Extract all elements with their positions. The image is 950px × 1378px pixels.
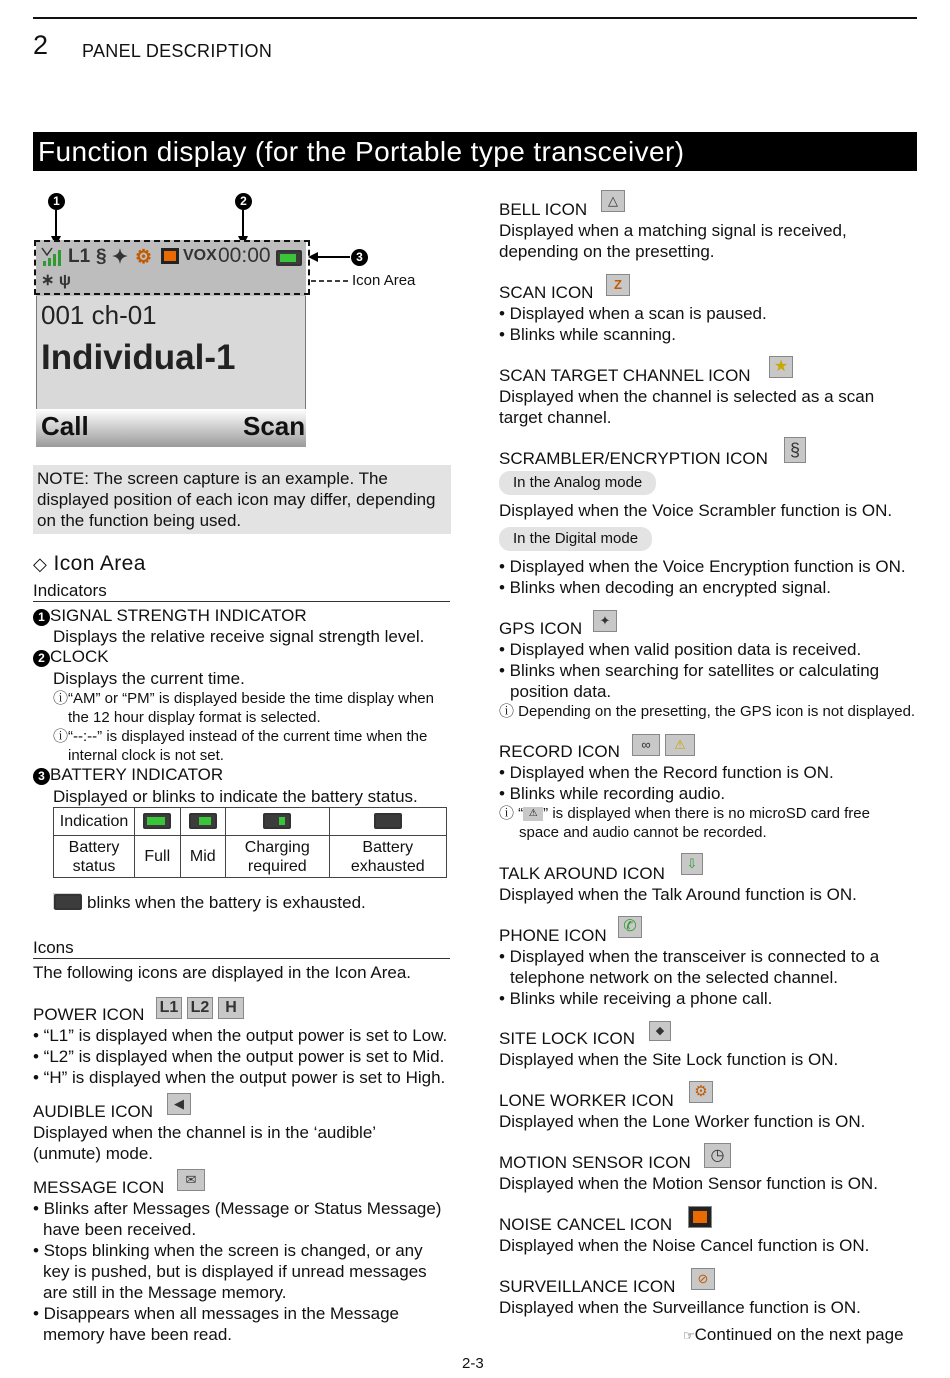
record-line-1: • Displayed when the Record function is ON. (499, 763, 834, 782)
table-row-label-indication: Indication (54, 808, 135, 836)
record-note-2: space and audio cannot be recorded. (519, 824, 767, 841)
site-lock-icon: ◆ (649, 1021, 671, 1041)
callout-3: 3 (351, 248, 368, 266)
table-row-label-status: Battery status (54, 836, 135, 878)
message-line-1: • Blinks after Messages (Message or Status Message) (33, 1199, 442, 1218)
power-bullet-2: • “L2” is displayed when the output power is set to Mid. (33, 1047, 445, 1066)
record-note: ⓘ “ ⚠ ” is displayed when there is no microSD card free (499, 805, 870, 822)
phone-line-1: • Displayed when the transceiver is connected to a (499, 947, 880, 966)
power-bullet-3: • “H” is displayed when the output power is set to High. (33, 1068, 446, 1087)
speaker-icon: ◀ (167, 1093, 191, 1115)
message-line-2: have been received. (43, 1220, 197, 1239)
analog-mode-pill: In the Analog mode (499, 471, 656, 495)
audible-line-2: (unmute) mode. (33, 1144, 153, 1163)
talk-around-icon: ⇩ (681, 853, 703, 875)
record-line-2: • Blinks while recording audio. (499, 784, 726, 803)
icon-area-highlight (34, 240, 310, 295)
gps-note: ⓘ Depending on the presetting, the GPS icon is not displayed. (499, 703, 916, 720)
satellite-icon: ✦ (593, 610, 617, 632)
clock-display: 00:00 (218, 244, 271, 267)
clock-note-2b: internal clock is not set. (68, 747, 224, 764)
message-line-4: key is pushed, but is displayed if unread messages (43, 1262, 427, 1281)
phone-icon: ✆ (618, 916, 642, 938)
callout-2: 2 (235, 192, 252, 210)
star-icon: ★ (769, 356, 793, 378)
icons-heading: Icons (33, 938, 74, 957)
note-box: NOTE: The screen capture is an example. The displayed position of each icon may differ, depending on the function being used. (33, 465, 451, 534)
clock-note-1b: the 12 hour display format is selected. (68, 709, 321, 726)
display-name: Individual-1 (41, 338, 236, 377)
message-line-5: are still in the Message memory. (43, 1283, 287, 1302)
scrambler-analog-text: Displayed when the Voice Scrambler function is ON. (499, 501, 893, 520)
power-indicator: L1 (68, 246, 91, 267)
phone-line-3: • Blinks while receiving a phone call. (499, 989, 773, 1008)
site-lock-icon-title: SITE LOCK ICON (499, 1029, 636, 1048)
scrambler-indicator-icon: § (96, 246, 107, 267)
surveillance-line: Displayed when the Surveillance function is ON. (499, 1298, 861, 1317)
section-banner: Function display (for the Portable type transceiver) (33, 132, 917, 171)
scrambler-icon-title: SCRAMBLER/ENCRYPTION ICON (499, 449, 768, 468)
scan-target-line-1: Displayed when the channel is selected as a scan (499, 387, 875, 406)
no-card-icon: ⚠ (523, 807, 543, 821)
battery-title: 3 BATTERY INDICATOR (33, 764, 223, 785)
lone-worker-icon-title: LONE WORKER ICON (499, 1091, 674, 1110)
scrambler-digital-2: • Blinks when decoding an encrypted signal. (499, 578, 831, 597)
phone-line-2: telephone network on the selected channel. (510, 968, 838, 987)
audible-icon-title: AUDIBLE ICON (33, 1102, 153, 1121)
surveillance-icon: ⊘ (691, 1268, 715, 1290)
battery-blink-note: blinks when the battery is exhausted. (87, 893, 366, 912)
icons-rule (33, 958, 450, 959)
softkey-scan: Scan (243, 411, 306, 441)
clock-note-2: ⓘ“--:--” is displayed instead of the current time when the (53, 728, 428, 745)
talk-around-icon-title: TALK AROUND ICON (499, 864, 665, 883)
battery-mid-icon (180, 808, 226, 836)
bell-icon: △ (601, 190, 625, 212)
noise-cancel-icon (688, 1206, 712, 1228)
vox-indicator: VOX (183, 247, 217, 264)
battery-full-icon (135, 808, 181, 836)
power-bullet-1: • “L1” is displayed when the output power is set to Low. (33, 1026, 448, 1045)
callout-1: 1 (48, 192, 65, 210)
battery-exhausted-icon (53, 893, 81, 909)
icon-area-label: Icon Area (352, 272, 416, 289)
gps-line-1: • Displayed when valid position data is received. (499, 640, 862, 659)
site-lock-line: Displayed when the Site Lock function is ON. (499, 1050, 839, 1069)
talk-around-line: Displayed when the Talk Around function is ON. (499, 885, 857, 904)
gps-indicator-icon: ✦ (112, 247, 128, 268)
battery-text: Displayed or blinks to indicate the battery status. (53, 787, 418, 806)
battery-table (53, 807, 447, 878)
power-l2-icon: L2 (187, 997, 213, 1019)
lone-worker-line: Displayed when the Lone Worker function is ON. (499, 1112, 866, 1131)
power-h-icon: H (218, 997, 244, 1019)
softkey-call: Call (41, 411, 89, 441)
status-exhausted: Battery exhausted (329, 836, 446, 878)
phone-icon-title: PHONE ICON (499, 926, 607, 945)
gps-line-2: • Blinks when searching for satellites or calculating (499, 661, 880, 680)
power-icon-title: POWER ICON (33, 1005, 145, 1024)
icons-intro: The following icons are displayed in the Icon Area. (33, 963, 412, 982)
scan-target-icon-title: SCAN TARGET CHANNEL ICON (499, 366, 751, 385)
clock-text: Displays the current time. (53, 669, 245, 688)
record-icon-title: RECORD ICON (499, 742, 620, 761)
scan-target-line-2: target channel. (499, 408, 612, 427)
tape-warning-icon: ⚠ (665, 734, 695, 756)
power-l1-icon: L1 (156, 997, 182, 1019)
status-mid: Mid (180, 836, 226, 878)
noise-cancel-line: Displayed when the Noise Cancel function is ON. (499, 1236, 870, 1255)
message-icon-title: MESSAGE ICON (33, 1178, 165, 1197)
audible-line-1: Displayed when the channel is in the ‘audible’ (33, 1123, 377, 1142)
noise-cancel-icon-title: NOISE CANCEL ICON (499, 1215, 673, 1234)
lone-worker-indicator-icon: ⚙ (135, 247, 153, 268)
motion-sensor-icon: ◷ (704, 1143, 731, 1168)
gps-line-3: position data. (510, 682, 612, 701)
message-line-6: • Disappears when all messages in the Message (33, 1304, 399, 1323)
signal-title: 1 SIGNAL STRENGTH INDICATOR (33, 605, 307, 626)
scan-icon-title: SCAN ICON (499, 283, 594, 302)
message-line-7: memory have been read. (43, 1325, 232, 1344)
bell-line-1: Displayed when a matching signal is received, (499, 221, 847, 240)
battery-low-icon (226, 808, 329, 836)
scrambler-icon: § (784, 437, 806, 463)
scrambler-digital-1: • Displayed when the Voice Encryption function is ON. (499, 557, 906, 576)
chapter-title: PANEL DESCRIPTION (82, 41, 273, 61)
status-full: Full (135, 836, 181, 878)
display-channel: 001 ch-01 (41, 300, 157, 330)
clock-note-1: ⓘ“AM” or “PM” is displayed beside the time display when (53, 690, 434, 707)
icon-area-heading: ◇ Icon Area (33, 552, 146, 575)
lone-worker-icon: ⚙ (689, 1081, 713, 1103)
motion-sensor-line: Displayed when the Motion Sensor function is ON. (499, 1174, 878, 1193)
indicators-rule (33, 601, 450, 602)
digital-mode-pill: In the Digital mode (499, 527, 652, 551)
continued-note: ☞Continued on the next page (683, 1325, 904, 1344)
message-line-3: • Stops blinking when the screen is changed, or any (33, 1241, 423, 1260)
battery-empty-icon (329, 808, 446, 836)
motion-sensor-icon-title: MOTION SENSOR ICON (499, 1153, 691, 1172)
indicators-heading: Indicators (33, 581, 107, 600)
scan-line-2: • Blinks while scanning. (499, 325, 676, 344)
pointing-hand-icon: ☞ (683, 1328, 695, 1343)
status-charging: Charging required (226, 836, 329, 878)
scan-icon: Z (606, 274, 630, 296)
bluetooth-icon: ∗ ψ (41, 272, 71, 289)
tape-icon: ∞ (632, 734, 660, 756)
bell-icon-title: BELL ICON (499, 200, 588, 219)
chapter-number: 2 (33, 30, 49, 60)
surveillance-icon-title: SURVEILLANCE ICON (499, 1277, 676, 1296)
gps-icon-title: GPS ICON (499, 619, 583, 638)
scan-line-1: • Displayed when a scan is paused. (499, 304, 767, 323)
envelope-icon: ✉ (177, 1169, 205, 1191)
page-number: 2-3 (462, 1355, 484, 1372)
signal-text: Displays the relative receive signal strength level. (53, 627, 425, 646)
bell-line-2: depending on the presetting. (499, 242, 715, 261)
clock-title: 2 CLOCK (33, 646, 109, 667)
